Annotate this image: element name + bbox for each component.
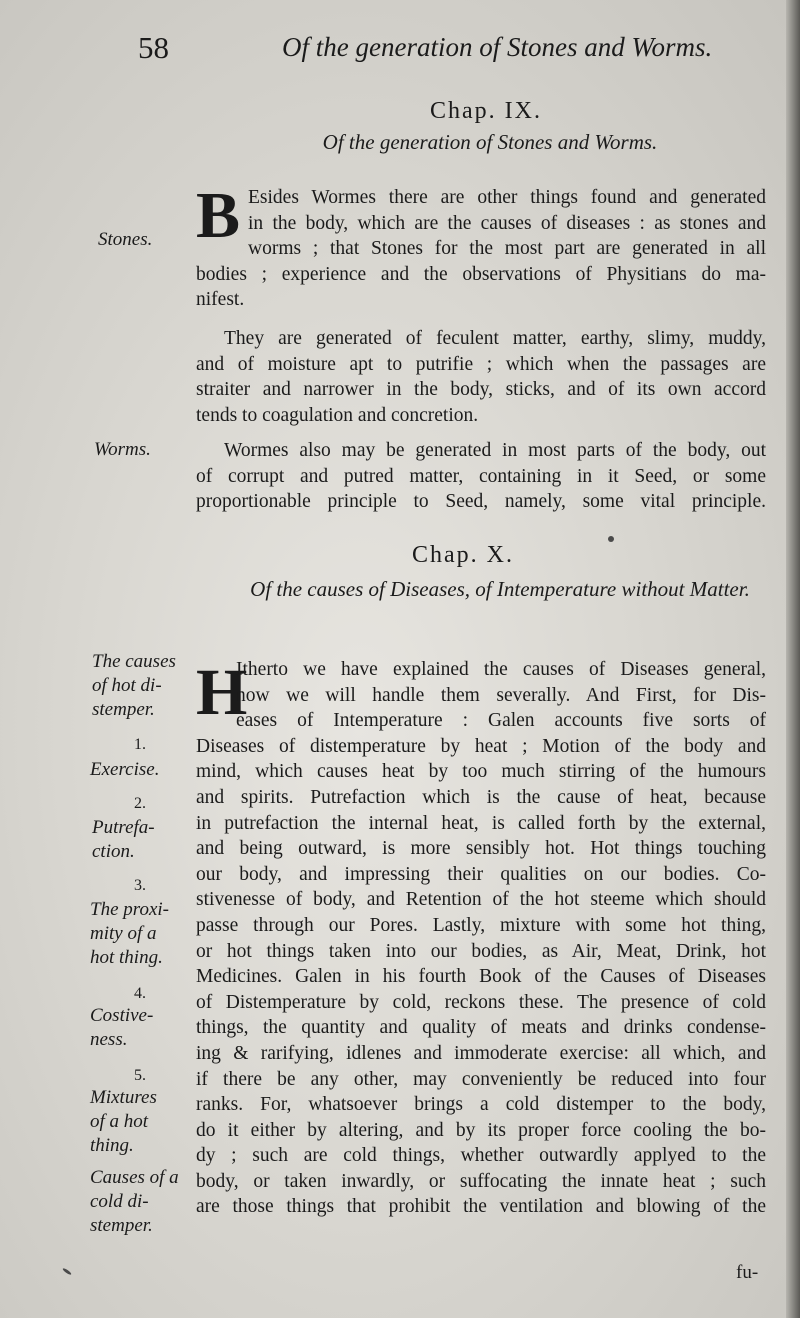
text-line: ing & rarifying, idlenes and immoderate exercise: all which, and — [196, 1042, 766, 1064]
ink-speck — [62, 1267, 72, 1275]
text-line: ranks. For, whatsoever brings a cold distemper to the body, — [196, 1094, 766, 1116]
text-line: are those things that prohibit the ventilation and blowing of the — [196, 1196, 766, 1218]
text-line: passe through our Pores. Lastly, mixture with some hot thing, — [196, 914, 766, 936]
margin-note-costiveness: Costive- ness. — [90, 1005, 154, 1050]
text-line: proportionable principle to Seed, namely, some vital principle. — [196, 491, 766, 513]
running-head: Of the generation of Stones and Worms. — [282, 32, 713, 62]
text-line: Medicines. Galen in his fourth Book of the Causes of Diseases — [196, 966, 766, 988]
margin-note-proximity: The proxi- mity of a hot thing. — [90, 899, 169, 968]
text-line: and spirits. Putrefaction which is the cause of heat, because — [196, 786, 766, 808]
chapter-9-paragraph-2 — [196, 326, 766, 428]
text-line: nifest. — [196, 289, 245, 311]
chapter-10-title: Chap. X. — [412, 542, 514, 568]
text-line: things, the quantity and quality of meats and drinks condense- — [196, 1017, 766, 1039]
margin-note-exercise: Exercise. — [90, 759, 160, 780]
text-line: if there be any other, may conveniently be reduced into four — [196, 1068, 766, 1090]
chapter-10-subtitle: Of the causes of Diseases, of Intemperature without Matter. — [250, 577, 750, 601]
text-line: of Distemperature by cold, reckons these. The presence of cold — [196, 991, 766, 1013]
text-line: Diseases of distemperature by heat ; Motion of the body and — [196, 735, 766, 757]
text-line: in putrefaction the internal heat, is called forth by the external, — [196, 812, 766, 834]
margin-number: 1. — [134, 736, 146, 753]
chapter-9-subtitle: Of the generation of Stones and Worms. — [322, 130, 658, 154]
margin-note-hot-causes: The causes of hot di- stemper. — [92, 651, 176, 720]
text-line: mind, which causes heat by too much stirring of the humours — [196, 761, 766, 783]
text-line: now we will handle them severally. And First, for Dis- — [236, 684, 766, 706]
text-line: straiter and narrower in the body, sticks, and of its own accord — [196, 379, 766, 401]
text-line: Wormes also may be generated in most parts of the body, out — [224, 440, 766, 461]
chapter-10-paragraph-1 — [196, 657, 766, 1220]
catchword: fu- — [736, 1262, 759, 1283]
text-line: They are generated of feculent matter, earthy, slimy, muddy, — [224, 328, 766, 349]
text-line: or hot things taken into our bodies, as Air, Meat, Drink, hot — [196, 940, 766, 962]
ink-speck — [608, 536, 614, 542]
margin-number: 3. — [134, 877, 146, 894]
margin-number: 4. — [134, 985, 146, 1002]
text-line: Itherto we have explained the causes of Diseases general, — [236, 659, 766, 680]
text-line: and being outward, is more sensibly hot. Hot things touching — [196, 838, 766, 860]
text-line: tends to coagulation and concretion. — [196, 404, 479, 426]
text-line: do it either by altering, and by its proper force cooling the bo- — [196, 1119, 766, 1141]
text-line: dy ; such are cold things, whether outwardly applyed to the — [196, 1145, 766, 1167]
chapter-9-title: Chap. IX. — [430, 98, 542, 124]
margin-note-cold-causes: Causes of a cold di- stemper. — [90, 1167, 179, 1236]
text-line: and of moisture apt to putrifie ; which when the passages are — [196, 353, 766, 375]
chapter-9-paragraph-3 — [196, 438, 766, 515]
margin-number: 5. — [134, 1067, 146, 1084]
margin-number: 2. — [134, 795, 146, 812]
text-line: eases of Intemperature : Galen accounts five sorts of — [236, 710, 766, 732]
text-line: body, or taken inwardly, or suffocating the innate heat ; such — [196, 1170, 766, 1192]
text-line: in the body, which are the causes of diseases : as stones and — [248, 212, 766, 234]
drop-cap: B — [196, 179, 241, 252]
text-line: bodies ; experience and the observations of Physitians do ma- — [196, 263, 766, 285]
margin-note-stones: Stones. — [98, 229, 153, 250]
text-line: Esides Wormes there are other things found and generated — [248, 187, 766, 208]
margin-note-worms: Worms. — [94, 439, 151, 460]
margin-note-mixtures: Mixtures of a hot thing. — [90, 1087, 157, 1156]
chapter-9-paragraph-1 — [196, 179, 766, 313]
text-line: worms ; that Stones for the most part are generated in all — [248, 238, 766, 260]
drop-cap: H — [196, 656, 248, 729]
margin-note-putrefaction: Putrefa- ction. — [92, 817, 155, 862]
page-number: 58 — [138, 30, 169, 65]
text-line: our body, and impressing their qualities on our bodies. Co- — [196, 863, 766, 885]
text-line: of corrupt and putred matter, containing in it Seed, or some — [196, 465, 766, 487]
text-line: stivenesse of body, and Retention of the hot steeme which should — [196, 889, 766, 911]
